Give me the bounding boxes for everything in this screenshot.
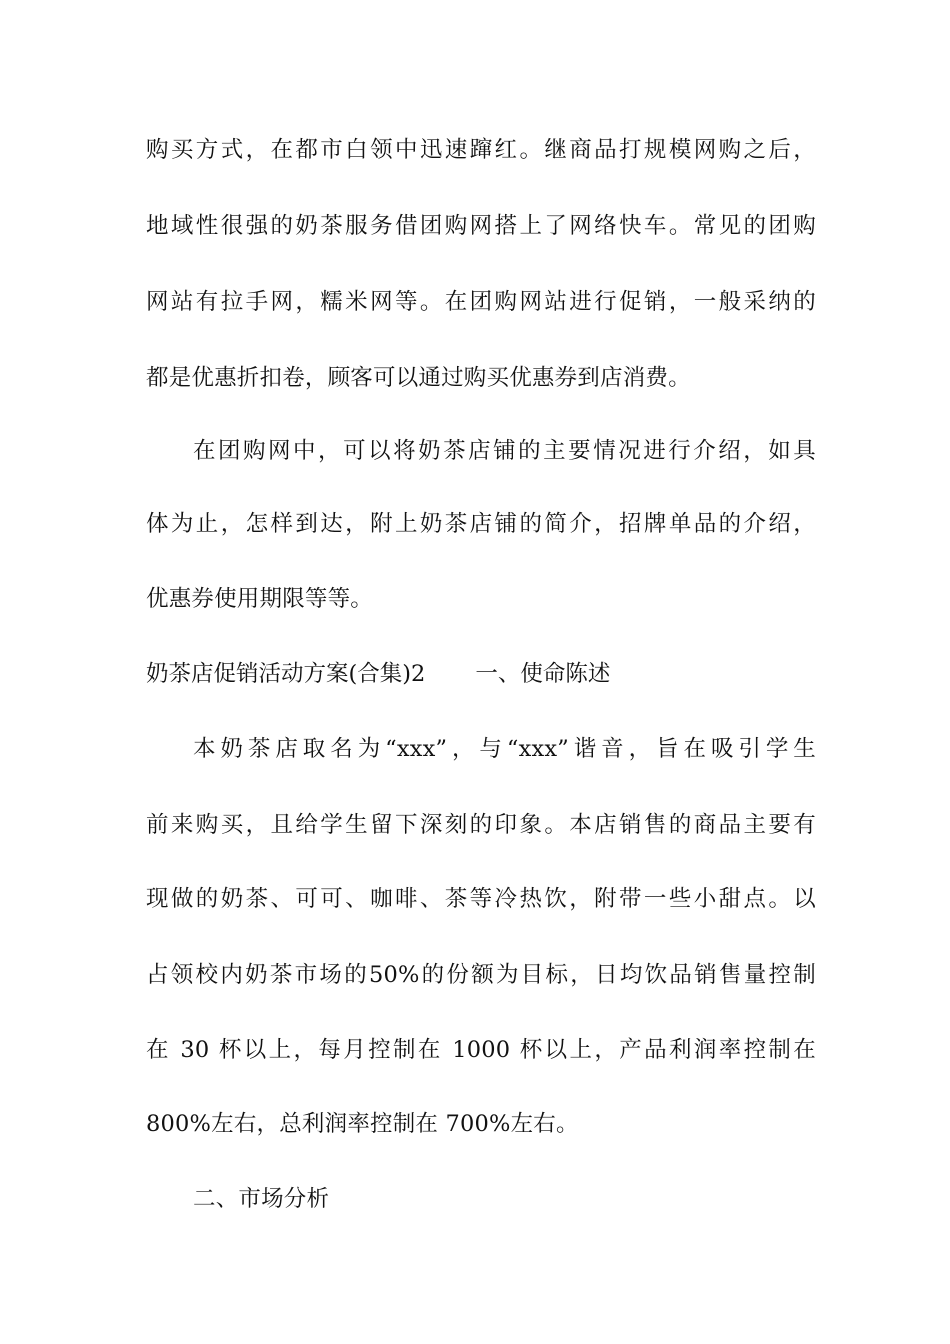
paragraph-line: 网站有拉手网，糯米网等。在团购网站进行促销，一般采纳的 [146, 289, 816, 315]
section-subtitle: 一、使命陈述 [475, 661, 611, 687]
paragraph-line: 前来购买，且给学生留下深刻的印象。本店销售的商品主要有 [146, 812, 816, 838]
paragraph-line: 地域性很强的奶茶服务借团购网搭上了网络快车。常见的团购 [146, 213, 816, 239]
paragraph-line: 本奶茶店取名为“xxx”，与“xxx”谐音，旨在吸引学生 [193, 736, 816, 762]
section-heading-2: 二、市场分析 [193, 1186, 330, 1212]
section-title: 奶茶店促销活动方案(合集)2 [146, 661, 426, 687]
paragraph-line: 体为止，怎样到达，附上奶茶店铺的简介，招牌单品的介绍， [146, 511, 816, 537]
paragraph-line: 优惠券使用期限等等。 [146, 586, 374, 612]
paragraph-line: 现做的奶茶、可可、咖啡、茶等冷热饮，附带一些小甜点。以 [146, 886, 816, 912]
paragraph-line: 在 30 杯以上，每月控制在 1000 杯以上，产品利润率控制在 [146, 1037, 816, 1063]
paragraph-line: 都是优惠折扣卷，顾客可以通过购买优惠券到店消费。 [146, 365, 691, 391]
section-heading [146, 659, 826, 689]
paragraph-line: 在团购网中，可以将奶茶店铺的主要情况进行介绍，如具 [193, 438, 816, 464]
paragraph-line: 800%左右，总利润率控制在 700%左右。 [146, 1111, 579, 1137]
paragraph-line: 购买方式，在都市白领中迅速蹿红。继商品打规模网购之后， [146, 137, 816, 163]
paragraph-line: 占领校内奶茶市场的50%的份额为目标，日均饮品销售量控制 [146, 962, 816, 988]
